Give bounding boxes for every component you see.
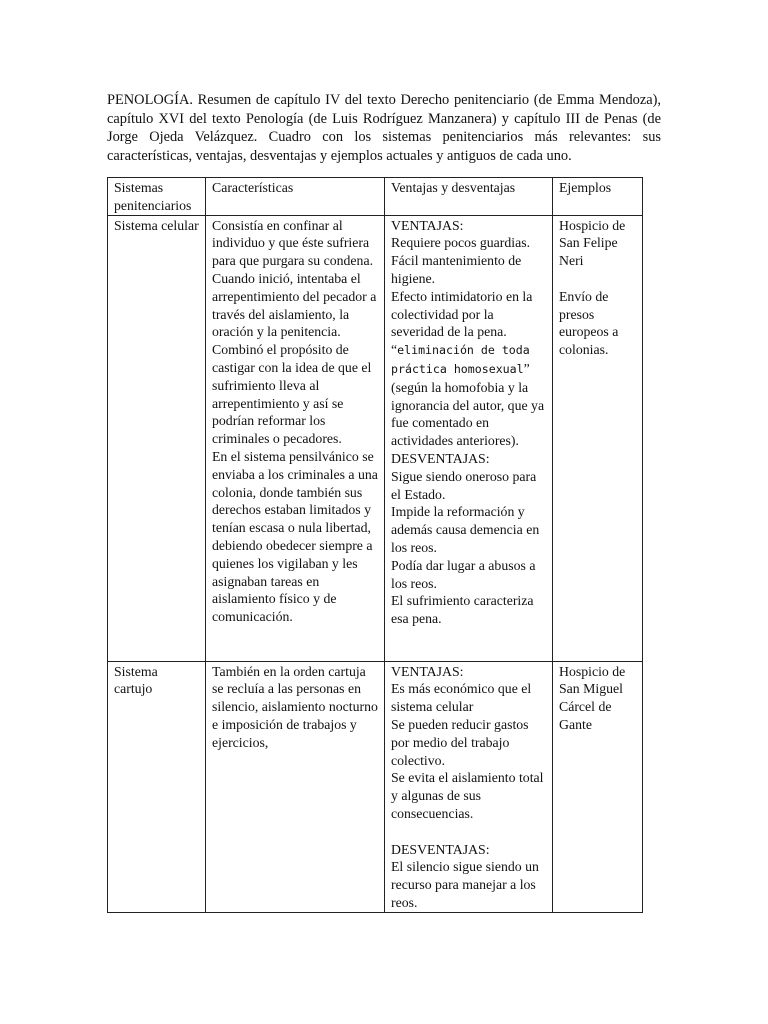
example-item: Hospicio de San Felipe Neri: [559, 217, 626, 269]
disadvantage-item: El sufrimiento caracteriza esa pena.: [391, 593, 534, 627]
table-row: [108, 661, 643, 912]
advantages-cell: [385, 661, 553, 912]
disadvantage-item: Sigue siendo oneroso para el Estado.: [391, 468, 537, 502]
disadvantages-label: DESVENTAJAS:: [391, 450, 490, 466]
disadvantages-label: DESVENTAJAS:: [391, 841, 490, 857]
examples-cell: [553, 661, 643, 912]
characteristics-cell: [206, 215, 385, 661]
advantage-item: Efecto intimidatorio en la colectividad por la severidad de la pena.: [391, 288, 533, 340]
spacer: [391, 823, 546, 841]
header-caracteristicas: Características: [206, 178, 385, 216]
characteristic-paragraph: Cuando inició, intentaba el arrepentimiento del pecador a través del aislamiento, la oración y la penitencia. Combinó el propósito de castigar con la idea de que el sufrimiento lleva al arrepentimiento y así se podrían reformar los criminales o pecadores.: [212, 270, 377, 447]
quote-text: eliminación de toda práctica homosexual: [391, 343, 530, 376]
characteristic-paragraph: También en la orden cartuja se recluía a las personas en silencio, aislamiento nocturno e imposición de trabajos y ejercicios,: [212, 663, 378, 750]
examples-cell: [553, 215, 643, 661]
disadvantage-item: Podía dar lugar a abusos a los reos.: [391, 557, 536, 591]
intro-paragraph: PENOLOGÍA. Resumen de capítulo IV del texto Derecho penitenciario (de Emma Mendoza), capítulo XVI del texto Penología (de Luis Rodríguez Manzanera) y capítulo III de Penas (de Jorge Ojeda Velázquez. Cuadro con los sistemas penitenciarios más relevantes: sus características, ventajas, desventajas y ejemplos actuales y antiguos de cada uno.: [107, 92, 661, 164]
advantages-cell: [385, 215, 553, 661]
advantage-item: Se pueden reducir gastos por medio del trabajo colectivo.: [391, 716, 529, 768]
advantage-item: Es más económico que el sistema celular: [391, 681, 532, 715]
system-name: Sistema cartujo: [108, 661, 206, 912]
system-name: Sistema celular: [108, 215, 206, 661]
advantages-label: VENTAJAS:: [391, 663, 464, 679]
penitentiary-systems-table: [107, 177, 643, 913]
disadvantage-item: El silencio sigue siendo un recurso para manejar a los reos.: [391, 859, 539, 910]
quote-open: “: [391, 342, 398, 358]
characteristic-paragraph: En el sistema pensilvánico se enviaba a los criminales a una colonia, donde también sus derechos estaban limitados y tenían escasa o nula libertad, debiendo obedecer siempre a quienes los vigilaban y les asignaban tareas en aislamiento físico y de comunicación.: [212, 448, 378, 625]
table-row: [108, 215, 643, 661]
header-sistemas: Sistemas penitenciarios: [108, 178, 206, 216]
advantage-item: Se evita el aislamiento total y algunas de sus consecuencias.: [391, 770, 544, 821]
header-ventajas: Ventajas y desventajas: [385, 178, 553, 216]
example-item: Hospicio de San Miguel Cárcel de Gante: [559, 663, 626, 732]
disadvantage-item: Impide la reformación y además causa demencia en los reos.: [391, 504, 540, 555]
characteristic-paragraph: Consistía en confinar al individuo y que éste sufriera para que purgara su condena.: [212, 217, 374, 269]
advantage-item: Fácil mantenimiento de higiene.: [391, 253, 522, 286]
characteristics-cell: [206, 661, 385, 912]
advantages-label: VENTAJAS:: [391, 217, 464, 233]
quote-rest: ” (según la homofobia y la ignorancia del autor, que ya fue comentado en actividades anteriores).: [391, 360, 545, 449]
quoted-advantage: [391, 341, 546, 450]
header-ejemplos: Ejemplos: [553, 178, 643, 216]
spacer: [559, 270, 636, 288]
example-item: Envío de presos europeos a colonias.: [559, 288, 619, 358]
advantage-item: Requiere pocos guardias.: [391, 235, 531, 251]
table-header-row: [108, 178, 643, 216]
